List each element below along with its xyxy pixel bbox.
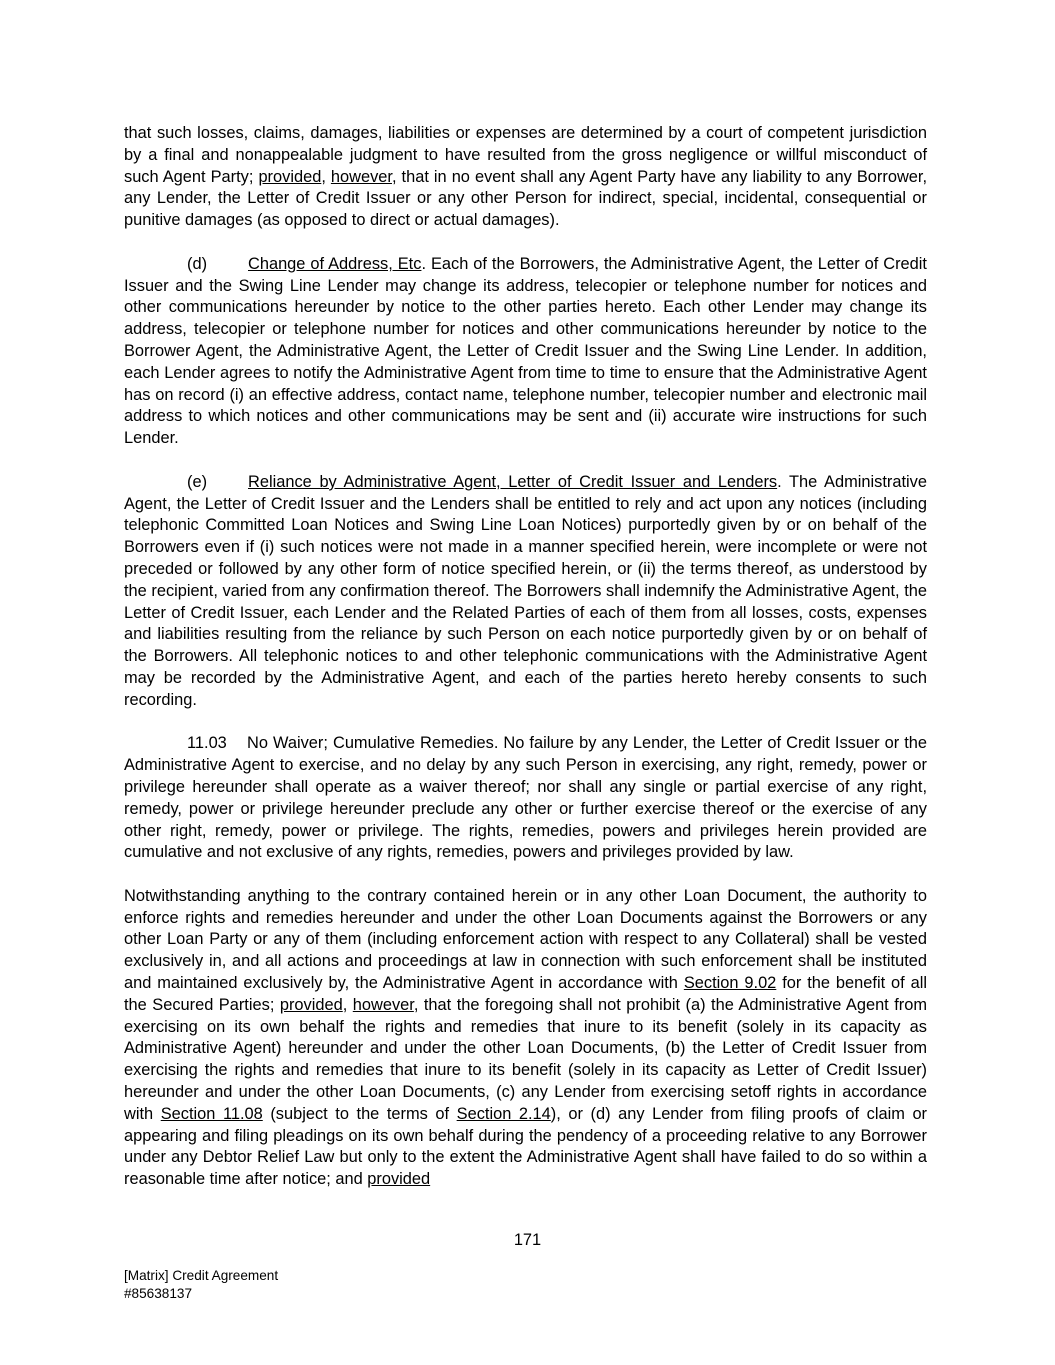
term-provided: provided (367, 1170, 431, 1189)
section-11-03 (124, 733, 927, 864)
section-reference: Section 9.02 (683, 974, 777, 993)
term-however: however (352, 995, 414, 1014)
term-however: however (330, 167, 392, 186)
paragraph-text: Notwithstanding anything to the contrary contained herein or in any other Loan Document, the authority to enforce rights and remedies hereunder and under the other Loan Documents against the Borrowers or any other Loan Party or any of them (including enforcement action with respect to any Collateral) shall be vested exclusively in, and all actions and proceedings at law in connection with such enforcement shall be instituted and maintained exclusively by, the Administrative Agent in accordance with (124, 886, 927, 993)
term-provided: provided (279, 995, 343, 1014)
paragraph-notwithstanding: Notwithstanding anything to the contrary contained herein or in any other Loan Document, the authority to enforce rights and remedies hereunder and under the other Loan Documents against the Borrowers or any other Loan Party or any of them (including enforcement action with respect to any Collateral) shall be vested exclusively in, and all actions and proceedings at law in connection with such enforcement shall be instituted and maintained exclusively by, the Administrative Agent in accordance with Section 9.02 for the benefit of all the Secured Parties; provided, however, that the foregoing shall not prohibit (a) the Administrative Agent from exercising on its own behalf the rights and remedies that inure to its benefit (solely in its capacity as Administrative Agent) hereunder and under the other Loan Documents, (b) the Letter of Credit Issuer from exercising the rights and remedies that inure to its benefit (solely in its capacity as Letter of Credit Issuer) hereunder and under the other Loan Documents, (c) any Lender from exercising setoff rights in accordance with Section 11.08 (subject to the terms of Section 2.14), or (d) any Lender from filing proofs of claim or appearing and filing pleadings on its own behalf during the pendency of a proceeding relative to any Borrower under any Debtor Relief Law but only to the extent the Administrative Agent shall have failed to do so within a reasonable time after notice; and provided (124, 886, 928, 1189)
section-reference: Section 2.14 (456, 1104, 551, 1123)
clause-heading: Change of Address, Etc (248, 254, 422, 273)
term-provided: provided (258, 167, 322, 186)
section-title: No Waiver; Cumulative Remedies (247, 734, 494, 753)
footer (124, 1267, 278, 1303)
paragraph-text: ), or (d) any Lender from filing proofs of claim or appearing and filing pleadings on its own behalf during the pendency of a proceeding relative to any Borrower under any Debtor Relief Law but only to the extent the Administrative Agent shall have failed to do so within a reasonable time after notice; and (124, 1104, 928, 1189)
document-body (124, 123, 927, 1191)
clause-heading: Reliance by Administrative Agent, Letter of Credit Issuer and Lenders (248, 472, 778, 491)
section-number: 11.03 (187, 734, 227, 753)
footer-document-id: #85638137 (124, 1286, 193, 1301)
page-number: 171 (513, 1231, 542, 1249)
clause-label: (d) (187, 254, 208, 273)
paragraph-d (124, 254, 927, 450)
paragraph-text: . Each of the Borrowers, the Administrative Agent, the Letter of Credit Issuer and the Swing Line Lender may change its address, telecopier or telephone number for notices and other communications hereunder by notice to the other parties hereto. Each other Lender may change its address, telecopier or telephone number for notices and other communications hereunder by notice to the Borrower Agent, the Administrative Agent, the Letter of Credit Issuer and the Swing Line Lender. In addition, each Lender agrees to notify the Administrative Agent from time to time to ensure that the Administrative Agent has on record (i) an effective address, contact name, telephone number, telecopier number and electronic mail address to which notices and other communications may be sent and (ii) accurate wire instructions for such Lender. (124, 254, 927, 448)
paragraph-continuation: that such losses, claims, damages, liabilities or expenses are determined by a court of competent jurisdiction by a final and nonappealable judgment to have resulted from the gross negligence or willful misconduct of such Agent Party; provided, however, that in no event shall any Agent Party have any liability to any Borrower, any Lender, the Letter of Credit Issuer or any other Person for indirect, special, incidental, consequential or punitive damages (as opposed to direct or actual damages). (124, 124, 928, 230)
footer-document-title: [Matrix] Credit Agreement (124, 1268, 279, 1283)
paragraph-text: that such losses, claims, damages, liabilities or expenses are determined by a court of competent jurisdiction by a final and nonappealable judgment to have resulted from the gross negligence or willful misconduct of such Agent Party; (124, 124, 927, 186)
paragraph-text: , that in no event shall any Agent Party have any liability to any Borrower, any Lender, the Letter of Credit Issuer or any other Person for indirect, special, incidental, consequential or punitive damages (as opposed to direct or actual damages). (124, 167, 928, 230)
paragraph-e (124, 472, 927, 712)
section-reference: Section 11.08 (160, 1104, 263, 1123)
paragraph-text: , that the foregoing shall not prohibit (a) the Administrative Agent from exercising on its own behalf the rights and remedies that inure to its benefit (solely in its capacity as Administrative Agent) hereunder and under the other Loan Documents, (b) the Letter of Credit Issuer from exercising the rights and remedies that inure to its benefit (solely in its capacity as Letter of Credit Issuer) hereunder and under the other Loan Documents, (c) any Lender from exercising setoff rights in accordance with (124, 995, 927, 1123)
paragraph-text: . The Administrative Agent, the Letter of Credit Issuer and the Lenders shall be entitled to rely and act upon any notices (including telephonic Committed Loan Notices and Swing Line Loan Notices) purportedly given by or on behalf of the Borrowers even if (i) such notices were not made in a manner specified herein, were incomplete or were not preceded or followed by any other form of notice specified herein, or (ii) the terms thereof, as understood by the recipient, varied from any confirmation thereof. The Borrowers shall indemnify the Administrative Agent, the Letter of Credit Issuer, each Lender and the Related Parties of each of them from all losses, costs, expenses and liabilities resulting from the reliance by such Person on each notice purportedly given by or on behalf of the Borrowers. All telephonic notices to and other telephonic communications with the Administrative Agent may be recorded by the Administrative Agent, and each of the parties hereto hereby consents to such recording. (124, 472, 927, 709)
paragraph-text: . No failure by any Lender, the Letter of Credit Issuer or the Administrative Agent to exercise, and no delay by any such Person in exercising, any right, remedy, power or privilege hereunder shall operate as a waiver thereof; nor shall any single or partial exercise of any right, remedy, power or privilege hereunder preclude any other or further exercise thereof or the exercise of any other right, remedy, power or privilege. The rights, remedies, powers and privileges herein provided are cumulative and not exclusive of any rights, remedies, powers and privileges provided by law. (124, 734, 927, 862)
clause-label: (e) (187, 472, 208, 491)
